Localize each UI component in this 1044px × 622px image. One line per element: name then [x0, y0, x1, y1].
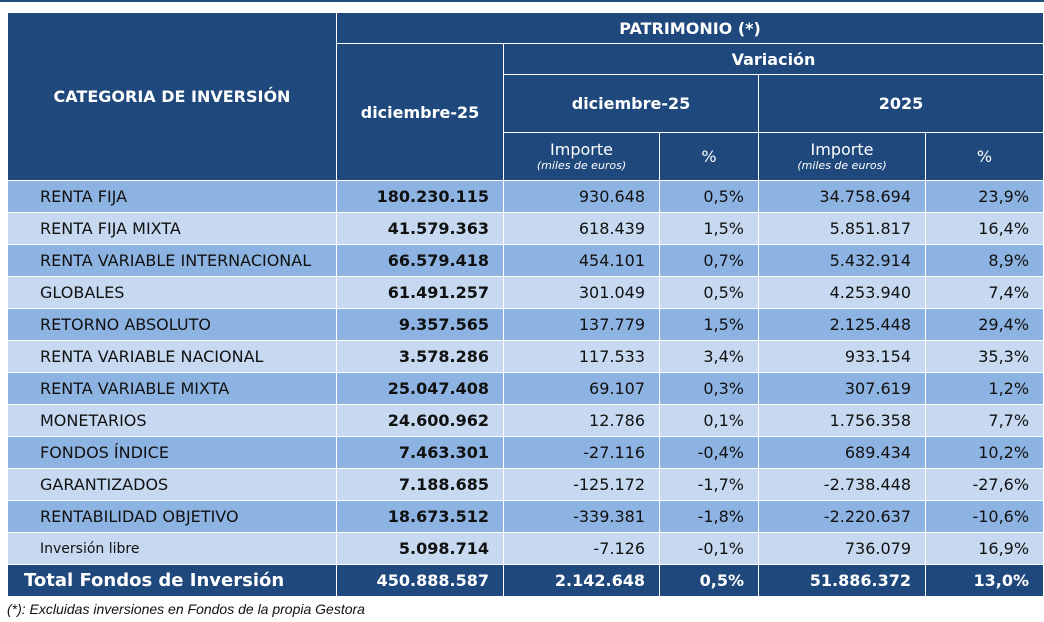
year-importe-cell: 933.154 — [759, 341, 926, 373]
importe-label: Importe — [550, 140, 613, 159]
category-cell: Inversión libre — [8, 533, 337, 565]
var-month-header: diciembre-25 — [504, 75, 759, 133]
year-importe-cell: 4.253.940 — [759, 277, 926, 309]
year-importe-cell: -2.220.637 — [759, 501, 926, 533]
patrimonio-header: PATRIMONIO (*) — [337, 13, 1044, 44]
year-pct-cell: 10,2% — [926, 437, 1044, 469]
month-importe-cell: 301.049 — [504, 277, 660, 309]
patrimonio-cell: 7.188.685 — [337, 469, 504, 501]
year-importe-cell: 5.432.914 — [759, 245, 926, 277]
category-cell: RENTA FIJA MIXTA — [8, 213, 337, 245]
patrimonio-cell: 18.673.512 — [337, 501, 504, 533]
importe-unit: (miles de euros) — [797, 159, 887, 172]
month-importe-cell: -7.126 — [504, 533, 660, 565]
month-pct-cell: 3,4% — [660, 341, 759, 373]
year-pct-cell: 16,4% — [926, 213, 1044, 245]
patrimonio-cell: 3.578.286 — [337, 341, 504, 373]
var-year-header: 2025 — [759, 75, 1044, 133]
patrimonio-cell: 24.600.962 — [337, 405, 504, 437]
patrimonio-cell: 9.357.565 — [337, 309, 504, 341]
month-pct-header: % — [660, 133, 759, 181]
table-row — [8, 405, 1044, 437]
category-cell: RENTA VARIABLE NACIONAL — [8, 341, 337, 373]
year-importe-cell: 5.851.817 — [759, 213, 926, 245]
total-month-importe-cell: 2.142.648 — [504, 565, 660, 597]
total-year-importe-cell: 51.886.372 — [759, 565, 926, 597]
top-rule — [0, 0, 1044, 2]
table-row — [8, 373, 1044, 405]
total-year-pct-cell: 13,0% — [926, 565, 1044, 597]
year-pct-cell: 29,4% — [926, 309, 1044, 341]
footnote: (*): Excluidas inversiones en Fondos de la propia Gestora — [7, 601, 365, 617]
year-pct-cell: -10,6% — [926, 501, 1044, 533]
category-cell: GLOBALES — [8, 277, 337, 309]
year-importe-cell: 307.619 — [759, 373, 926, 405]
table-row — [8, 437, 1044, 469]
variacion-header: Variación — [504, 44, 1044, 75]
category-cell: GARANTIZADOS — [8, 469, 337, 501]
total-month-pct-cell: 0,5% — [660, 565, 759, 597]
table-row — [8, 501, 1044, 533]
month-pct-cell: 0,5% — [660, 181, 759, 213]
month-pct-cell: -0,4% — [660, 437, 759, 469]
year-pct-cell: -27,6% — [926, 469, 1044, 501]
month-pct-cell: -0,1% — [660, 533, 759, 565]
table-row — [8, 213, 1044, 245]
importe-unit: (miles de euros) — [536, 159, 627, 172]
month-importe-cell: 618.439 — [504, 213, 660, 245]
patrimonio-cell: 61.491.257 — [337, 277, 504, 309]
total-row — [8, 565, 1044, 597]
table-row — [8, 469, 1044, 501]
table-row — [8, 341, 1044, 373]
total-patrimonio-cell: 450.888.587 — [337, 565, 504, 597]
year-pct-cell: 8,9% — [926, 245, 1044, 277]
patrimonio-cell: 7.463.301 — [337, 437, 504, 469]
category-cell: RENTABILIDAD OBJETIVO — [8, 501, 337, 533]
date-header: diciembre-25 — [337, 44, 504, 181]
month-importe-header — [504, 133, 660, 181]
month-importe-cell: 454.101 — [504, 245, 660, 277]
month-pct-cell: -1,8% — [660, 501, 759, 533]
month-pct-cell: -1,7% — [660, 469, 759, 501]
year-importe-cell: 1.756.358 — [759, 405, 926, 437]
patrimonio-cell: 41.579.363 — [337, 213, 504, 245]
year-pct-cell: 16,9% — [926, 533, 1044, 565]
month-importe-cell: -27.116 — [504, 437, 660, 469]
table-row — [8, 277, 1044, 309]
month-pct-cell: 0,1% — [660, 405, 759, 437]
table-row — [8, 533, 1044, 565]
month-pct-cell: 1,5% — [660, 213, 759, 245]
category-cell: RENTA VARIABLE MIXTA — [8, 373, 337, 405]
year-pct-cell: 23,9% — [926, 181, 1044, 213]
year-importe-header — [759, 133, 926, 181]
patrimonio-cell: 5.098.714 — [337, 533, 504, 565]
year-pct-cell: 7,4% — [926, 277, 1044, 309]
category-cell: RENTA VARIABLE INTERNACIONAL — [8, 245, 337, 277]
patrimonio-cell: 180.230.115 — [337, 181, 504, 213]
month-importe-cell: 137.779 — [504, 309, 660, 341]
patrimonio-cell: 66.579.418 — [337, 245, 504, 277]
month-importe-cell: -339.381 — [504, 501, 660, 533]
table-row — [8, 309, 1044, 341]
year-importe-cell: -2.738.448 — [759, 469, 926, 501]
month-pct-cell: 0,5% — [660, 277, 759, 309]
year-pct-cell: 35,3% — [926, 341, 1044, 373]
year-pct-cell: 7,7% — [926, 405, 1044, 437]
patrimonio-cell: 25.047.408 — [337, 373, 504, 405]
month-importe-cell: 930.648 — [504, 181, 660, 213]
year-pct-header: % — [926, 133, 1044, 181]
month-importe-cell: 69.107 — [504, 373, 660, 405]
table-row — [8, 181, 1044, 213]
year-importe-cell: 34.758.694 — [759, 181, 926, 213]
importe-label: Importe — [810, 140, 874, 159]
month-pct-cell: 0,7% — [660, 245, 759, 277]
year-pct-cell: 1,2% — [926, 373, 1044, 405]
year-importe-cell: 2.125.448 — [759, 309, 926, 341]
month-importe-cell: 12.786 — [504, 405, 660, 437]
year-importe-cell: 736.079 — [759, 533, 926, 565]
month-pct-cell: 1,5% — [660, 309, 759, 341]
total-category-cell: Total Fondos de Inversión — [8, 565, 337, 597]
table-row — [8, 245, 1044, 277]
year-importe-cell: 689.434 — [759, 437, 926, 469]
category-cell: MONETARIOS — [8, 405, 337, 437]
month-importe-cell: 117.533 — [504, 341, 660, 373]
month-importe-cell: -125.172 — [504, 469, 660, 501]
category-cell: FONDOS ÍNDICE — [8, 437, 337, 469]
month-pct-cell: 0,3% — [660, 373, 759, 405]
fund-table — [7, 12, 1044, 597]
category-header: CATEGORIA DE INVERSIÓN — [8, 13, 337, 181]
category-cell: RENTA FIJA — [8, 181, 337, 213]
category-cell: RETORNO ABSOLUTO — [8, 309, 337, 341]
fund-table-container — [7, 12, 1043, 597]
